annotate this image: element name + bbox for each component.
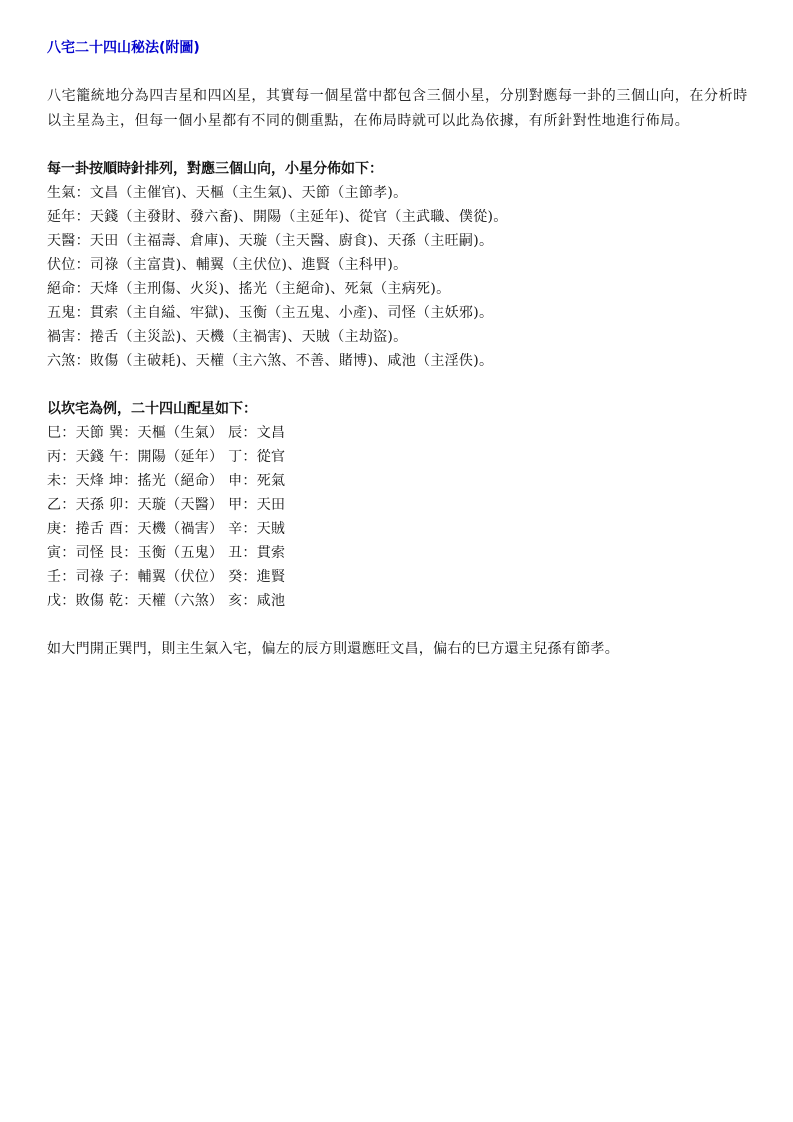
mountain-line: 戊：敗傷 乾：天權（六煞） 亥：咸池: [47, 593, 286, 609]
example-paragraph: 如大門開正巽門，則主生氣入宅，偏左的辰方則還應旺文昌，偏右的巳方還主兒孫有節孝。: [47, 641, 619, 657]
mountain-line: 寅：司怪 艮：玉衡（五鬼） 丑：貫索: [47, 545, 286, 561]
mountain-line: 巳：天節 巽：天樞（生氣） 辰：文昌: [47, 425, 286, 441]
mountain-line: 丙：天錢 午：開陽（延年） 丁：從官: [47, 449, 286, 465]
star-distribution-section: [47, 157, 757, 373]
page-title: 八宅二十四山秘法(附圖): [47, 40, 200, 56]
star-line-yannian: 延年：天錢（主發財、發六畜)、開陽（主延年)、從官（主武職、僕從)。: [47, 209, 508, 225]
star-line-jueming: 絕命：天烽（主刑傷、火災)、搖光（主絕命)、死氣（主病死)。: [47, 281, 451, 297]
intro-paragraph: 八宅籠統地分為四吉星和四凶星，其實每一個星當中都包含三個小星，分別對應每一卦的三個山向，在分析時以主星為主，但每一個小星都有不同的側重點，在佈局時就可以此為依據，有所針對性地進行佈局。: [47, 88, 748, 129]
mountain-line: 壬：司祿 子：輔翼（伏位） 癸：進賢: [47, 569, 286, 585]
mountain-line: 庚：捲舌 酉：天機（禍害） 辛：天賊: [47, 521, 286, 537]
star-line-wugui: 五鬼：貫索（主自縊、牢獄)、玉衡（主五鬼、小產)、司怪（主妖邪)。: [47, 305, 494, 321]
mountain-mapping-heading: 以坎宅為例，二十四山配星如下：: [47, 401, 257, 417]
star-line-liusha: 六煞：敗傷（主破耗)、天權（主六煞、不善、賭博)、咸池（主淫佚)。: [47, 353, 494, 369]
star-line-shengqi: 生氣：文昌（主催官)、天樞（主生氣)、天節（主節孝)。: [47, 185, 408, 201]
mountain-line: 乙：天孫 卯：天璇（天醫） 甲：天田: [47, 497, 286, 513]
star-line-tianyi: 天醫：天田（主福壽、倉庫)、天璇（主天醫、廚食)、天孫（主旺嗣)。: [47, 233, 494, 249]
star-line-fuwei: 伏位：司祿（主富貴)、輔翼（主伏位)、進賢（主科甲)。: [47, 257, 408, 273]
document-page: [47, 36, 757, 661]
star-distribution-heading: 每一卦按順時針排列，對應三個山向，小星分佈如下：: [47, 161, 383, 177]
mountain-mapping-section: [47, 397, 757, 613]
mountain-line: 未：天烽 坤：搖光（絕命） 申：死氣: [47, 473, 286, 489]
star-line-huohai: 禍害：捲舌（主災訟)、天機（主禍害)、天賊（主劫盜)。: [47, 329, 408, 345]
